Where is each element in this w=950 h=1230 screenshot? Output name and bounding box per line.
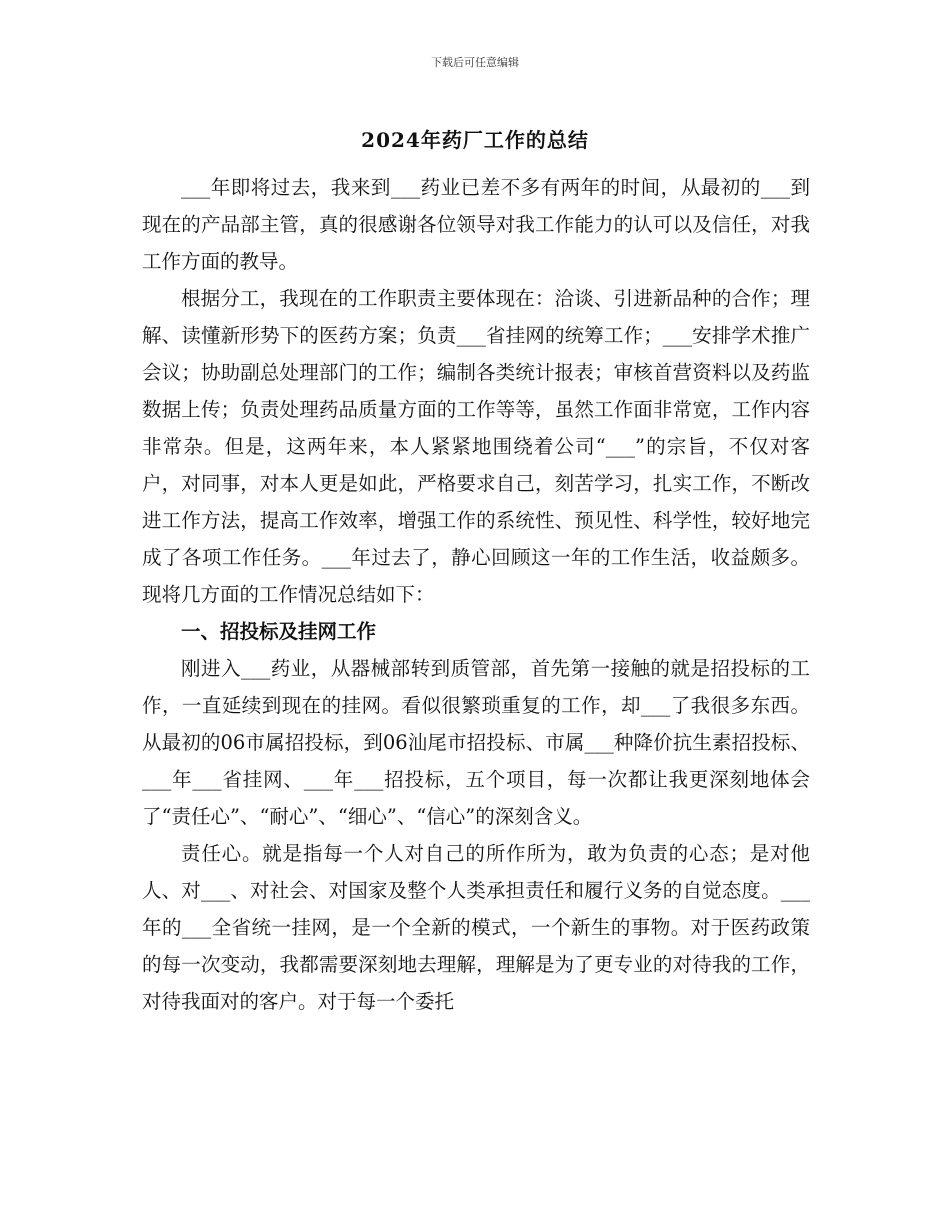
section-heading: 一、招投标及挂网工作 (181, 620, 377, 643)
paragraph: 刚进入___药业，从器械部转到质管部，首先第一接触的就是招投标的工作，一直延续到现在的挂网。看似很繁琐重复的工作，却___了我很多东西。从最初的06市属招投标，到06汕尾市招投标、市属___种降价抗生素招投标、___年___省挂网、___年___招投标，五个项目，每一次都让我更深刻地体会了“责任心”、“耐心”、“细心”、“信心”的深刻含义。 (142, 657, 810, 828)
document-body (142, 169, 810, 1020)
paragraph: ___年即将过去，我来到___药业已差不多有两年的时间，从最初的___到现在的产品部主管，真的很感谢各位领导对我工作能力的认可以及信任，对我工作方面的教导。 (142, 176, 810, 273)
paragraph: 根据分工，我现在的工作职责主要体现在：洽谈、引进新品种的合作；理解、读懂新形势下的医药方案；负责___省挂网的统筹工作；___安排学术推广会议；协助副总处理部门的工作；编制各类统计报表；审核首营资料以及药监数据上传；负责处理药品质量方面的工作等等，虽然工作面非常宽，工作内容非常杂。但是，这两年来，本人紧紧地围绕着公司“___”的宗旨，不仅对客户，对同事，对本人更是如此，严格要求自己，刻苦学习，扎实工作，不断改进工作方法，提高工作效率，增强工作的系统性、预见性、科学性，较好地完成了各项工作任务。___年过去了，静心回顾这一年的工作生活，收益颇多。现将几方面的工作情况总结如下： (142, 287, 810, 606)
paragraph: 责任心。就是指每一个人对自己的所作所为，敢为负责的心态；是对他人、对___、对社会、对国家及整个人类承担责任和履行义务的自觉态度。___年的___全省统一挂网，是一个全新的模式，一个新生的事物。对于医药政策的每一次变动，我都需要深刻地去理解，理解是为了更专业的对待我的工作，对待我面对的客户。对于每一个委托 (142, 842, 810, 1013)
document-title: 2024年药厂工作的总结 (361, 128, 589, 152)
header-note: 下载后可任意编辑 (431, 56, 519, 69)
